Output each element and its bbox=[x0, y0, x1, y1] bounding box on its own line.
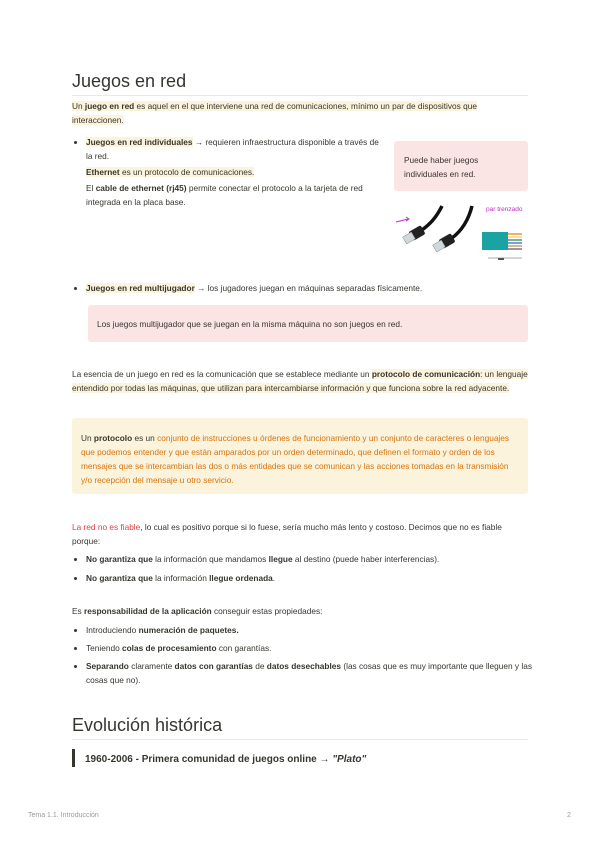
properties-list bbox=[72, 623, 542, 687]
footer-page-number: 2 bbox=[567, 812, 571, 819]
heading-evolucion: Evolución histórica bbox=[72, 715, 223, 735]
intro-paragraph: Un juego en red es aquel en el que interviene una red de comunicaciones, mínimo un par de dispositivos que interaccionen. bbox=[72, 101, 477, 125]
side-callout: Puede haber juegos individuales en red. bbox=[394, 141, 528, 191]
list-item: • No garantiza que la información que mandamos llegue al destino (puede haber interferencias). bbox=[86, 552, 542, 566]
essence-paragraph: La esencia de un juego en red es la comunicación que se establece mediante un protocolo de comunicación: un lenguaje entendido por todas las máquinas, que utilizan para intercambiarse información y que funciona sobre la red adyacente. bbox=[72, 369, 528, 393]
list-item: • Juegos en red multijugador → los jugadores juegan en máquinas separadas físicamente. bbox=[86, 281, 542, 295]
image-annotation: par trenzado bbox=[486, 206, 523, 213]
list-item: • No garantiza que la información llegue ordenada. bbox=[86, 571, 542, 585]
bullet-multijugador bbox=[72, 281, 542, 295]
ethernet-cable-image bbox=[394, 200, 528, 264]
footer-title: Tema 1.1. Introducción bbox=[28, 812, 99, 819]
multijugador-callout: Los juegos multijugador que se juegan en la misma máquina no son juegos en red. bbox=[88, 305, 528, 342]
guarantees-list bbox=[72, 552, 542, 585]
unreliable-paragraph: La red no es fiable, lo cual es positivo porque si lo fuese, sería mucho más lento y costoso. Decimos que no es fiable porque: bbox=[72, 522, 502, 546]
list-item: • Juegos en red individuales → requieren infraestructura disponible a través de la red. Ethernet es un protocolo de comunicaciones. El cable de ethernet (rj45) permite conectar el protocolo a la tarjeta de red integrada en la placa base. bbox=[86, 135, 386, 209]
list-item: • Separando claramente datos con garantías de datos desechables (las cosas que es muy importante que lleguen y las cosas que no). bbox=[86, 659, 542, 687]
heading-divider bbox=[72, 739, 528, 740]
heading-divider bbox=[72, 95, 528, 96]
quote-block: 1960-2006 - Primera comunidad de juegos online → "Plato" bbox=[72, 749, 366, 767]
list-item: • Teniendo colas de procesamiento con garantías. bbox=[86, 641, 542, 655]
bullet-individual bbox=[72, 135, 386, 209]
responsibility-paragraph: Es responsabilidad de la aplicación conseguir estas propiedades: bbox=[72, 606, 323, 616]
list-item: • Introduciendo numeración de paquetes. bbox=[86, 623, 542, 637]
protocol-callout: Un protocolo es un conjunto de instrucciones u órdenes de funcionamiento y un conjunto de caracteres o lenguajes que podemos entender y que están amparados por un orden determinado, que definen el formato y orden de los mensajes que se intercambian las dos o más entidades que se comunican y las acciones tomadas en la transmisión y/o recepción del mensaje u otro servicio. bbox=[72, 418, 528, 494]
heading-juegos-en-red: Juegos en red bbox=[72, 71, 187, 91]
